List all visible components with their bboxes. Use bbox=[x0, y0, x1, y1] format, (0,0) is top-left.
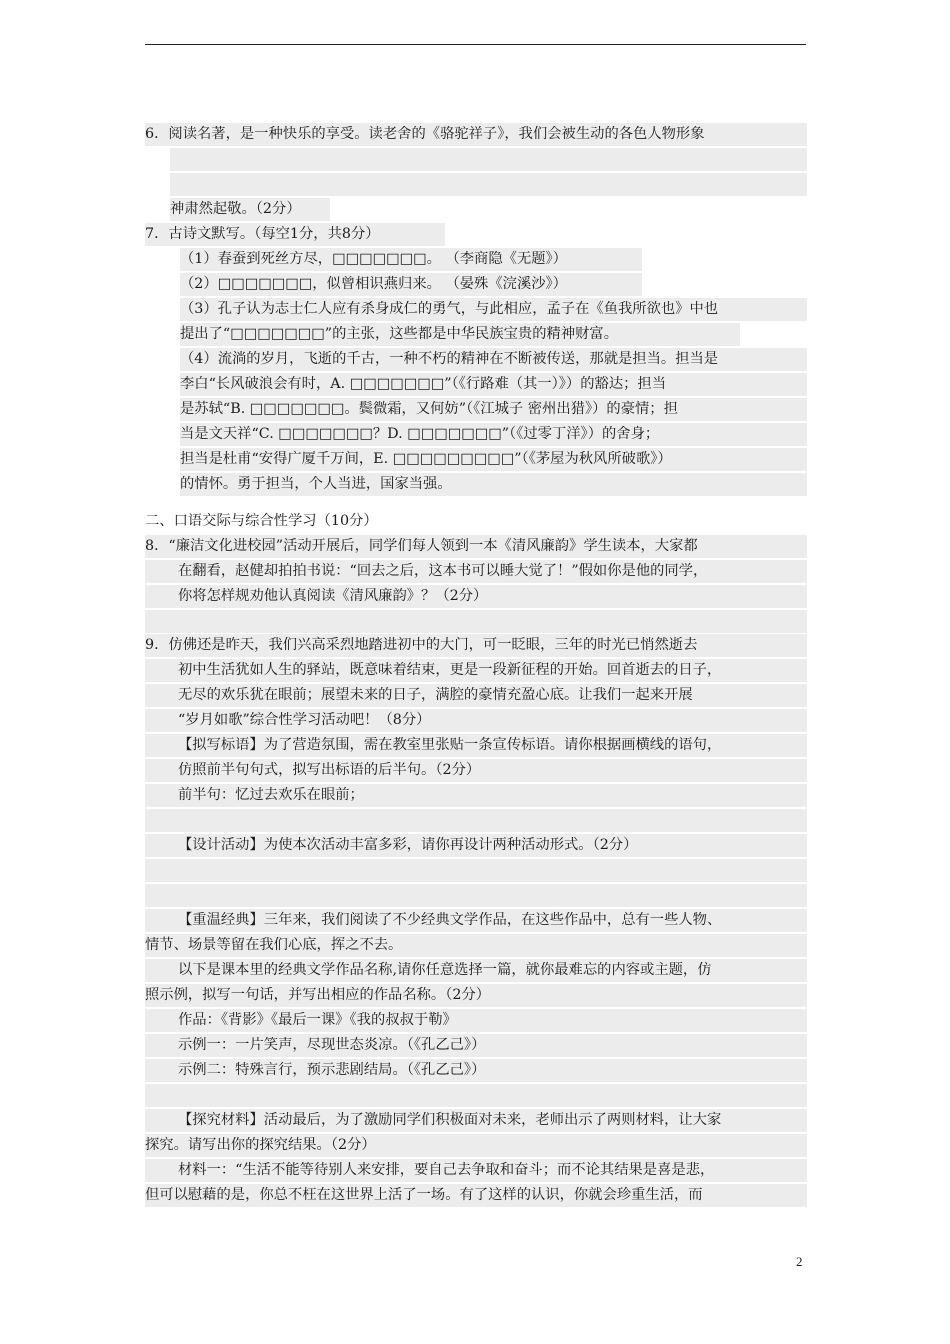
q9-text-1: 9．仿佛还是昨天，我们兴高采烈地踏进初中的大门，可一眨眼，三年的时光已悄然逝去 bbox=[145, 637, 698, 653]
q9-slogan-front-text: 前半句：忆过去欢乐在眼前； bbox=[178, 787, 364, 803]
q9-text-4: “岁月如歌”综合性学习活动吧！（8分） bbox=[178, 712, 431, 728]
q9-classic-text-4: 照示例，拟写一句话，并写出相应的作品名称。（2分） bbox=[145, 987, 491, 1003]
q9-classic-line-3 bbox=[145, 959, 807, 982]
q8-line-2 bbox=[145, 560, 807, 583]
q7-item-4-text-4: 当是文天祥“C. □□□□□□□？D. □□□□□□□”（《过零丁洋》）的舍身； bbox=[180, 426, 660, 442]
q9-example-2-text: 示例二：特殊言行，预示悲剧结局。（《孔乙己》） bbox=[178, 1062, 486, 1078]
q9-slogan-back bbox=[145, 809, 807, 832]
q9-text-3: 无尽的欢乐犹在眼前；展望未来的日子，满腔的豪情充盈心底。让我们一起来开展 bbox=[178, 687, 693, 703]
q6-line-1 bbox=[145, 123, 807, 146]
q9-material-1-line-1 bbox=[145, 1159, 807, 1182]
q7-item-4-line-6 bbox=[180, 473, 807, 496]
q9-classic-text-2: 情节、场景等留在我们心底，挥之不去。 bbox=[145, 937, 403, 953]
q9-slogan-front bbox=[145, 784, 807, 807]
q7-item-4-line-2 bbox=[180, 373, 807, 396]
q7-item-4-text-5: 担当是杜甫“安得广厦千万间，E. □□□□□□□□□”（《茅屋为秋风所破歌》） bbox=[180, 451, 672, 467]
section-2-title-text: 二、口语交际与综合性学习（10分） bbox=[145, 513, 378, 529]
q6-line-2 bbox=[170, 148, 807, 171]
q9-material-1-text-1: 材料一：“生活不能等待别人来安排，要自己去争取和奋斗；而不论其结果是喜是悲， bbox=[178, 1162, 715, 1178]
q9-example-1-text: 示例一：一片笑声，尽现世态炎凉。（《孔乙己》） bbox=[178, 1037, 486, 1053]
q7-item-4-line-4 bbox=[180, 423, 807, 446]
q7-item-4-text-2: 李白“长风破浪会有时，A. □□□□□□□”（《行路难（其一）》）的豁达；担当 bbox=[180, 376, 667, 392]
q7-item-4-line-1 bbox=[180, 348, 807, 371]
q7-item-2 bbox=[180, 273, 642, 296]
q9-text-2: 初中生活犹如人生的驿站，既意味着结束，更是一段新征程的开始。回首逝去的日子， bbox=[178, 662, 722, 678]
q9-material-1-line-2 bbox=[145, 1184, 807, 1207]
q7-item-4-text-6: 的情怀。勇于担当，个人当进，国家当强。 bbox=[180, 476, 452, 492]
q9-line-1 bbox=[145, 634, 807, 657]
q9-design-text-1: 【设计活动】为使本次活动丰富多彩，请你再设计两种活动形式。（2分） bbox=[178, 837, 638, 853]
q9-explore-text-2: 探究。请写出你的探究结果。（2分） bbox=[145, 1137, 376, 1153]
q6-text-1: 6．阅读名著，是一种快乐的享受。读老舍的《骆驼祥子》，我们会被生动的各色人物形象 bbox=[145, 126, 705, 142]
q9-classic-text-3: 以下是课本里的经典文学作品名称,请你任意选择一篇，就你最难忘的内容或主题，仿 bbox=[178, 962, 712, 978]
q7-item-3-text-2: 提出了“□□□□□□□”的主张，这些都是中华民族宝贵的精神财富。 bbox=[180, 326, 618, 342]
q9-classic-text-1: 【重温经典】三年来，我们阅读了不少经典文学作品，在这些作品中，总有一些人物、 bbox=[178, 912, 722, 928]
q7-item-4-text-1: （4）流淌的岁月，飞逝的千古，一种不朽的精神在不断被传送，那就是担当。担当是 bbox=[180, 351, 719, 367]
q9-design-options-row-1 bbox=[145, 859, 807, 882]
q8-line-3 bbox=[145, 585, 807, 608]
q9-material-1-text-2: 但可以慰藉的是，你总不枉在这世界上活了一场。有了这样的认识，你就会珍重生活，而 bbox=[145, 1187, 703, 1203]
q9-slogan-line-1 bbox=[145, 734, 807, 757]
q8-answer-area[interactable] bbox=[145, 610, 807, 633]
q9-example-2 bbox=[145, 1059, 807, 1082]
q7-item-1 bbox=[180, 248, 642, 271]
q8-text-2: 在翻看，赵健却拍拍书说：“回去之后，这本书可以睡大觉了！”假如你是他的同学， bbox=[178, 563, 708, 579]
q9-explore-text-1: 【探究材料】活动最后，为了激励同学们积极面对未来，老师出示了两则材料，让大家 bbox=[178, 1112, 722, 1128]
section-2-title bbox=[145, 510, 545, 533]
q9-draft bbox=[145, 1084, 807, 1107]
q9-classic-line-2 bbox=[145, 934, 807, 957]
q7-item-3-line-1 bbox=[180, 298, 807, 321]
q7-item-2-text: （2）□□□□□□□，似曾相识燕归来。 （晏殊《浣溪沙》） bbox=[180, 276, 567, 292]
q7-item-3-text-1: （3）孔子认为志士仁人应有杀身成仁的勇气，与此相应，孟子在《鱼我所欲也》中也 bbox=[180, 301, 719, 317]
q9-example-1 bbox=[145, 1034, 807, 1057]
q9-classic-line-1 bbox=[145, 909, 807, 932]
q9-slogan-text-1: 【拟写标语】为了营造氛围，需在教室里张贴一条宣传标语。请你根据画横线的语句， bbox=[178, 737, 722, 753]
q9-explore-line-2 bbox=[145, 1134, 807, 1157]
q7-title bbox=[145, 223, 445, 246]
page-number: 2 bbox=[796, 1254, 803, 1269]
header-rule bbox=[145, 44, 806, 45]
q9-explore-line-1 bbox=[145, 1109, 807, 1132]
q9-slogan-text-2: 仿照前半句句式，拟写出标语的后半句。（2分） bbox=[178, 762, 481, 778]
q8-text-3: 你将怎样规劝他认真阅读《清风廉韵》？（2分） bbox=[178, 588, 488, 604]
q6-text-4: 神肃然起敬。（2分） bbox=[170, 201, 301, 217]
q7-item-3-line-2 bbox=[180, 323, 740, 346]
q9-works bbox=[145, 1009, 807, 1032]
q7-item-4-text-3: 是苏轼“B. □□□□□□□。鬓微霜，又何妨”（《江城子 密州出猎》）的豪情；担 bbox=[180, 401, 678, 417]
q6-line-3 bbox=[170, 173, 807, 196]
q7-item-1-text: （1）春蚕到死丝方尽，□□□□□□□。 （李商隐《无题》） bbox=[180, 251, 567, 267]
q9-slogan-line-2 bbox=[145, 759, 807, 782]
q9-line-2 bbox=[145, 659, 807, 682]
q7-item-4-line-3 bbox=[180, 398, 807, 421]
q9-classic-line-4 bbox=[145, 984, 807, 1007]
q8-line-1 bbox=[145, 535, 807, 558]
q9-design-line-1 bbox=[145, 834, 807, 857]
q8-text-1: 8．“廉洁文化进校园”活动开展后，同学们每人领到一本《清风廉韵》学生读本，大家都 bbox=[145, 538, 698, 554]
q6-line-4 bbox=[170, 198, 330, 221]
q7-title-text: 7．古诗文默写。（每空1分，共8分） bbox=[145, 226, 380, 242]
q9-line-3 bbox=[145, 684, 807, 707]
q9-design-options-row-2 bbox=[145, 884, 807, 907]
q9-works-text: 作品：《背影》《最后一课》《我的叔叔于勒》 bbox=[178, 1012, 457, 1028]
q9-line-4 bbox=[145, 709, 807, 732]
q7-item-4-line-5 bbox=[180, 448, 807, 471]
